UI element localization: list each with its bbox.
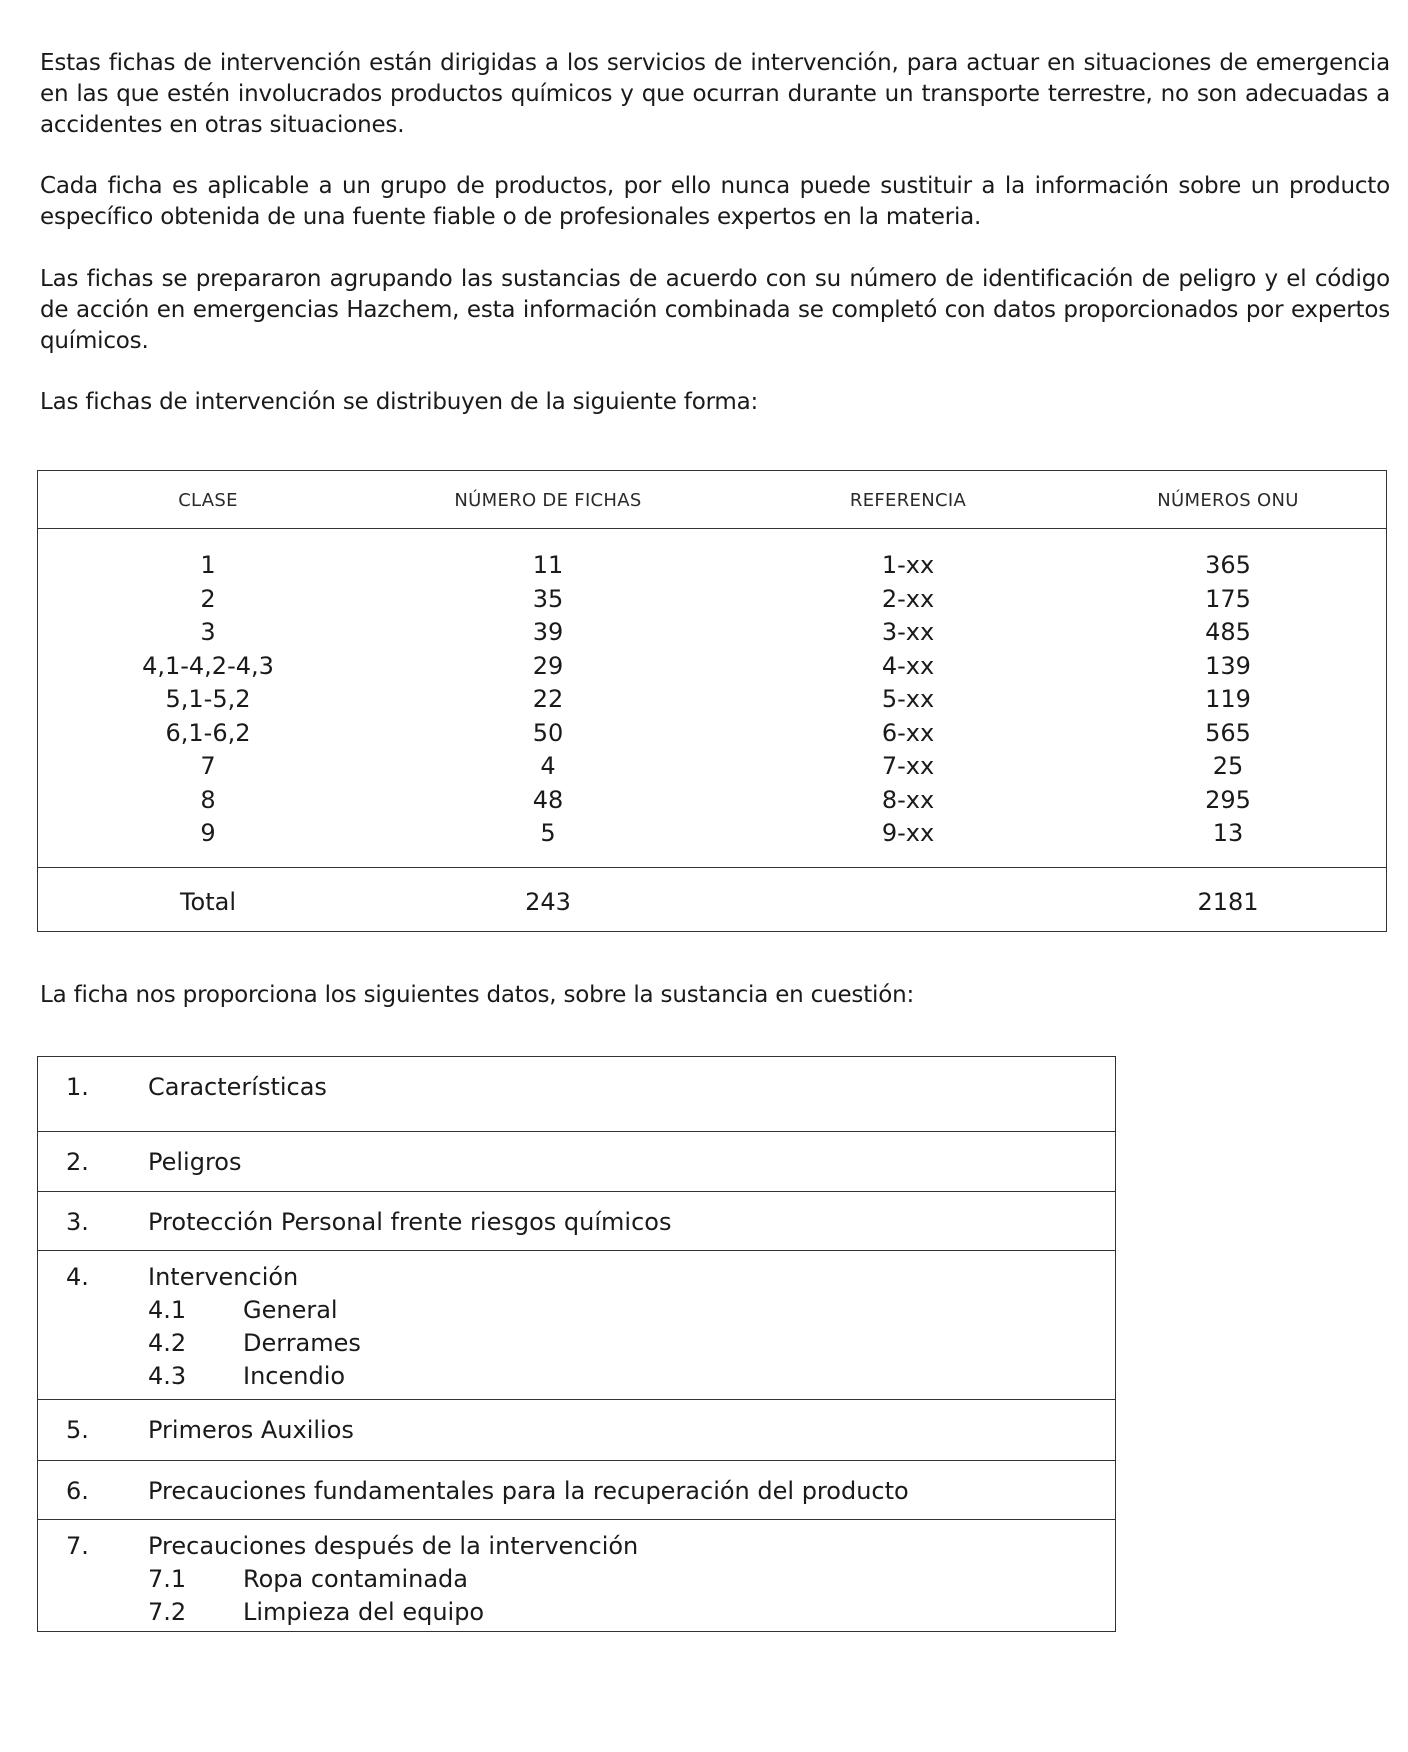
cell-onu: 485 — [1205, 618, 1251, 646]
cell-clase: 7 — [200, 752, 216, 780]
data-list-intro: La ficha nos proporciona los siguientes datos, sobre la sustancia en cuestión: — [40, 982, 915, 1008]
cell-referencia: 7-xx — [881, 752, 935, 780]
cell-referencia: 8-xx — [881, 785, 935, 814]
list-item — [38, 1461, 1115, 1520]
list-item — [38, 1251, 1115, 1400]
list-item-label: Primeros Auxilios — [148, 1416, 354, 1444]
sub-item-label: General — [243, 1296, 338, 1324]
sub-item — [148, 1327, 1115, 1360]
cell-clase: 4,1-4,2-4,3 — [142, 651, 274, 680]
header-clase: CLASE — [178, 490, 238, 511]
table-total-row — [38, 867, 1386, 932]
cell-fichas: 39 — [532, 618, 564, 646]
preparation-paragraph: Las fichas se prepararon agrupando las sustancias de acuerdo con su número de identificación de peligro y el código de acción en emergencias Hazchem, esta información combinada se completó con datos proporcionados por expertos químicos. — [40, 266, 1390, 354]
distribution-table — [37, 470, 1387, 932]
sub-item-label: Derrames — [243, 1329, 361, 1357]
header-referencia: REFERENCIA — [849, 490, 967, 511]
cell-onu: 175 — [1205, 584, 1251, 613]
sub-item — [148, 1360, 1115, 1393]
table-row — [38, 583, 1386, 617]
cell-onu: 139 — [1205, 651, 1251, 680]
total-label: Total — [179, 888, 237, 916]
sub-item-number: 4.2 — [148, 1329, 187, 1357]
cell-fichas: 11 — [532, 551, 564, 579]
header-numeros-onu: NÚMEROS ONU — [1157, 490, 1299, 511]
cell-referencia: 4-xx — [881, 651, 935, 680]
cell-fichas: 5 — [540, 819, 556, 847]
list-item-number: 6. — [66, 1477, 89, 1505]
table-row — [38, 717, 1386, 751]
list-item — [38, 1132, 1115, 1192]
cell-onu: 295 — [1205, 785, 1251, 814]
cell-referencia: 3-xx — [881, 618, 935, 646]
sub-item-number: 4.3 — [148, 1362, 187, 1390]
table-row — [38, 750, 1386, 784]
list-item — [38, 1192, 1115, 1251]
applicability-paragraph: Cada ficha es aplicable a un grupo de productos, por ello nunca puede sustituir a la información sobre un producto específico obtenida de una fuente fiable o de profesionales expertos en la materia. — [40, 173, 1390, 230]
cell-clase: 5,1-5,2 — [165, 685, 251, 713]
cell-referencia: 1-xx — [881, 551, 935, 579]
sub-item-label: Limpieza del equipo — [243, 1598, 485, 1626]
cell-fichas: 29 — [532, 651, 564, 680]
cell-clase: 8 — [200, 785, 216, 814]
list-item-number: 7. — [66, 1532, 89, 1560]
table-header — [38, 471, 1386, 529]
cell-clase: 3 — [200, 618, 216, 646]
cell-fichas: 4 — [540, 752, 556, 780]
sub-item — [148, 1563, 1115, 1596]
cell-onu: 365 — [1205, 551, 1251, 579]
intro-paragraph: Estas fichas de intervención están dirigidas a los servicios de intervención, para actuar en situaciones de emergencia en las que estén involucrados productos químicos y que ocurran durante un transporte terrestre, no son adecuadas a accidentes en otras situaciones. — [40, 50, 1390, 138]
list-item — [38, 1520, 1115, 1631]
list-item-number: 1. — [66, 1073, 89, 1101]
sub-item-number: 7.2 — [148, 1598, 187, 1626]
list-item-label: Peligros — [148, 1148, 242, 1176]
sub-item-label: Ropa contaminada — [243, 1565, 468, 1593]
cell-referencia: 9-xx — [881, 819, 935, 847]
table-row — [38, 616, 1386, 650]
list-item — [38, 1400, 1115, 1461]
data-list-table — [37, 1056, 1116, 1632]
list-item-number: 4. — [66, 1263, 89, 1291]
list-item-label: Protección Personal frente riesgos químicos — [148, 1208, 672, 1236]
cell-referencia: 2-xx — [881, 584, 935, 613]
header-numero-fichas: NÚMERO DE FICHAS — [454, 490, 642, 511]
list-item — [38, 1057, 1115, 1132]
cell-clase: 9 — [200, 819, 216, 847]
cell-onu: 565 — [1205, 718, 1251, 747]
sub-item — [148, 1596, 1115, 1629]
list-item-number: 3. — [66, 1208, 89, 1236]
list-item-number: 2. — [66, 1148, 89, 1176]
list-item-label: Intervención — [148, 1263, 299, 1291]
distribution-intro: Las fichas de intervención se distribuyen de la siguiente forma: — [40, 389, 759, 415]
cell-clase: 6,1-6,2 — [165, 718, 251, 747]
list-item-label: Precauciones fundamentales para la recuperación del producto — [148, 1477, 909, 1505]
cell-fichas: 50 — [532, 718, 564, 747]
table-row — [38, 549, 1386, 583]
table-row — [38, 683, 1386, 717]
cell-onu: 119 — [1205, 685, 1251, 713]
cell-onu: 25 — [1212, 752, 1244, 780]
sub-item-number: 7.1 — [148, 1565, 187, 1593]
table-row — [38, 784, 1386, 818]
cell-fichas: 22 — [532, 685, 564, 713]
list-item-number: 5. — [66, 1416, 89, 1444]
cell-referencia: 6-xx — [881, 718, 935, 747]
table-row — [38, 817, 1386, 851]
cell-onu: 13 — [1212, 819, 1244, 847]
total-fichas: 243 — [525, 888, 571, 916]
cell-clase: 2 — [200, 584, 216, 613]
list-item-label: Precauciones después de la intervención — [148, 1532, 639, 1560]
table-row — [38, 650, 1386, 684]
list-item-label: Características — [148, 1073, 327, 1101]
table-body — [38, 549, 1386, 851]
cell-referencia: 5-xx — [881, 685, 935, 713]
cell-clase: 1 — [200, 551, 216, 579]
cell-fichas: 35 — [532, 584, 564, 613]
total-onu: 2181 — [1197, 888, 1259, 916]
sub-item-number: 4.1 — [148, 1296, 187, 1324]
sub-item-label: Incendio — [243, 1362, 346, 1390]
sub-item — [148, 1294, 1115, 1327]
cell-fichas: 48 — [532, 785, 564, 814]
